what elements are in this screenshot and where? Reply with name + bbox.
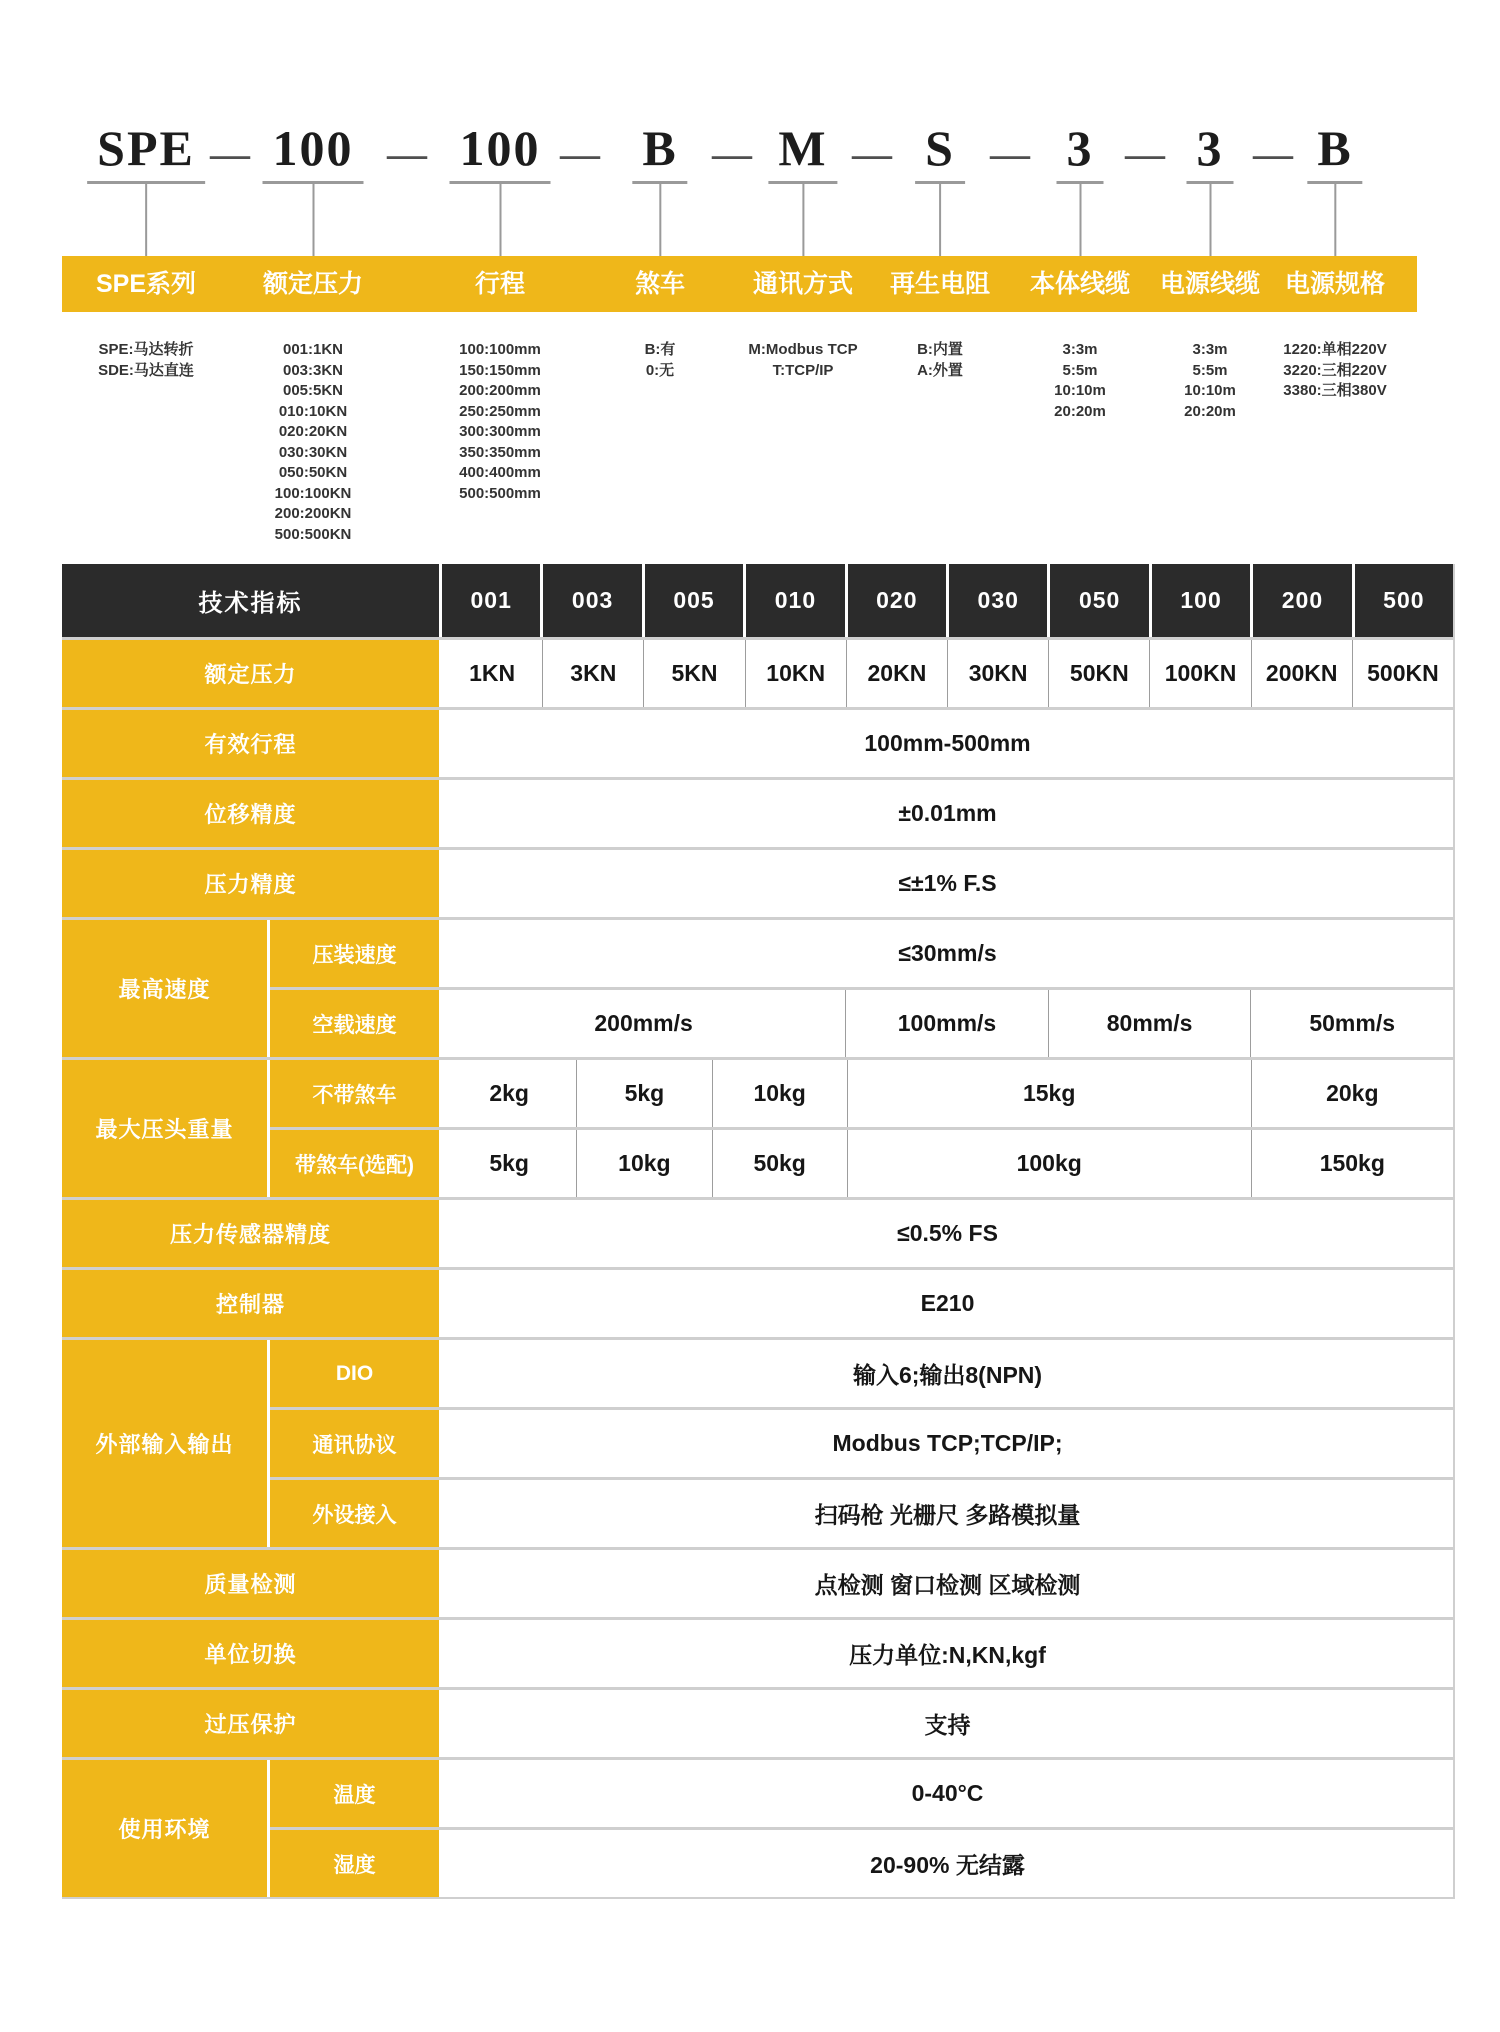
row-value: ≤0.5% FS bbox=[442, 1200, 1453, 1267]
options-power-spec bbox=[1283, 340, 1386, 402]
header-label: 技术指标 bbox=[62, 564, 439, 637]
list-item: 10KN bbox=[745, 640, 846, 707]
row-values bbox=[442, 640, 1453, 707]
list-item: 030 bbox=[949, 564, 1047, 637]
row-no-load-speed bbox=[270, 990, 1453, 1057]
list-item: 200:200mm bbox=[459, 382, 541, 399]
row-value: 50kg bbox=[712, 1130, 847, 1197]
list-item: 3KN bbox=[542, 640, 643, 707]
segment-code: B bbox=[632, 120, 687, 184]
model-segment-brake bbox=[632, 120, 687, 257]
list-item: 500:500KN bbox=[274, 525, 352, 543]
list-item: SPE:马达转折 bbox=[98, 341, 194, 358]
row-dio bbox=[270, 1340, 1453, 1407]
band-label-rated-force: 额定压力 bbox=[262, 270, 364, 298]
list-item: 200 bbox=[1253, 564, 1351, 637]
band-label-body-cable: 本体线缆 bbox=[1029, 270, 1131, 298]
segment-connector-line bbox=[1334, 184, 1336, 257]
row-overpressure bbox=[62, 1690, 1453, 1757]
options-body-cable bbox=[1054, 340, 1106, 422]
row-value: 5kg bbox=[442, 1130, 576, 1197]
list-item: 050 bbox=[1050, 564, 1148, 637]
code-separator: — bbox=[1125, 131, 1165, 176]
sub-row-label: DIO bbox=[270, 1340, 439, 1407]
sub-row-label: 压装速度 bbox=[270, 920, 439, 987]
segment-connector-line bbox=[939, 184, 941, 257]
sub-row-label: 外设接入 bbox=[270, 1480, 439, 1547]
options-comm bbox=[748, 340, 857, 381]
options-stroke bbox=[459, 340, 541, 504]
group-max-head-weight bbox=[62, 1060, 1453, 1197]
list-item: 010 bbox=[746, 564, 844, 637]
list-item: 500:500mm bbox=[459, 484, 541, 502]
group-label: 最大压头重量 bbox=[62, 1060, 267, 1197]
row-controller bbox=[62, 1270, 1453, 1337]
group-label: 使用环境 bbox=[62, 1760, 267, 1897]
row-value: E210 bbox=[442, 1270, 1453, 1337]
row-value: ≤30mm/s bbox=[442, 920, 1453, 987]
band-label-resistor: 再生电阻 bbox=[889, 270, 991, 298]
list-item: 20KN bbox=[846, 640, 947, 707]
row-sensor-accuracy bbox=[62, 1200, 1453, 1267]
segment-code: 3 bbox=[1057, 120, 1104, 184]
row-value: 5kg bbox=[576, 1060, 711, 1127]
list-item: 0:无 bbox=[645, 361, 675, 379]
code-separator: — bbox=[990, 131, 1030, 176]
row-label: 额定压力 bbox=[62, 640, 439, 707]
row-value: 0-40°C bbox=[442, 1760, 1453, 1827]
row-label: 压力精度 bbox=[62, 850, 439, 917]
row-value: 压力单位:N,KN,kgf bbox=[442, 1620, 1453, 1687]
code-separator: — bbox=[1253, 131, 1293, 176]
code-separator: — bbox=[852, 131, 892, 176]
list-item: M:Modbus TCP bbox=[748, 341, 858, 358]
segment-connector-line bbox=[145, 184, 147, 257]
list-item: 020 bbox=[848, 564, 946, 637]
row-value: 150kg bbox=[1251, 1130, 1453, 1197]
list-item: 300:300mm bbox=[459, 423, 541, 440]
segment-connector-line bbox=[659, 184, 661, 257]
list-item: B:有 bbox=[644, 341, 676, 358]
list-item: 030:30KN bbox=[278, 443, 348, 461]
list-item: 1KN bbox=[442, 640, 542, 707]
list-item: 100 bbox=[1152, 564, 1250, 637]
segment-connector-line bbox=[499, 184, 501, 257]
list-item: A:外置 bbox=[917, 361, 963, 379]
band-label-power-spec: 电源规格 bbox=[1284, 270, 1386, 298]
sub-row-label: 不带煞车 bbox=[270, 1060, 439, 1127]
row-press-speed bbox=[270, 920, 1453, 987]
list-item: 30KN bbox=[947, 640, 1048, 707]
list-item: 3:3m bbox=[1192, 341, 1228, 358]
list-item: 3380:三相380V bbox=[1283, 382, 1387, 399]
list-item: 350:350mm bbox=[459, 443, 541, 461]
list-item: 003 bbox=[543, 564, 641, 637]
list-item: 010:10KN bbox=[278, 402, 348, 420]
list-item: 500KN bbox=[1352, 640, 1453, 707]
row-label: 过压保护 bbox=[62, 1690, 439, 1757]
group-max-speed bbox=[62, 920, 1453, 1057]
list-item: 500 bbox=[1355, 564, 1453, 637]
list-item: 020:20KN bbox=[278, 423, 348, 440]
model-segment-resistor bbox=[915, 120, 965, 257]
row-value: 10kg bbox=[576, 1130, 711, 1197]
list-item: 050:50KN bbox=[278, 464, 348, 481]
options-rated-force bbox=[275, 340, 352, 545]
list-item: 100KN bbox=[1149, 640, 1250, 707]
model-segment-stroke bbox=[450, 120, 551, 257]
sub-row-label: 空载速度 bbox=[270, 990, 439, 1057]
band-label-comm: 通讯方式 bbox=[752, 270, 854, 298]
row-peripherals bbox=[270, 1480, 1453, 1547]
row-without-brake bbox=[270, 1060, 1453, 1127]
segment-connector-line bbox=[802, 184, 804, 257]
list-item: 003:3KN bbox=[282, 361, 344, 379]
list-item: 5:5m bbox=[1192, 361, 1228, 379]
code-separator: — bbox=[210, 131, 250, 176]
row-value: 2kg bbox=[442, 1060, 576, 1127]
segment-connector-line bbox=[1079, 184, 1081, 257]
row-temperature bbox=[270, 1760, 1453, 1827]
row-value: 20-90% 无结露 bbox=[442, 1830, 1453, 1897]
row-value: 100kg bbox=[847, 1130, 1251, 1197]
segment-code: 100 bbox=[263, 120, 364, 184]
row-label: 控制器 bbox=[62, 1270, 439, 1337]
list-item: 001:1KN bbox=[282, 341, 344, 358]
row-stroke bbox=[62, 710, 1453, 777]
list-item: 5KN bbox=[643, 640, 744, 707]
options-series bbox=[98, 340, 194, 381]
row-value: 80mm/s bbox=[1048, 990, 1251, 1057]
segment-code: S bbox=[915, 120, 965, 184]
row-label: 有效行程 bbox=[62, 710, 439, 777]
list-item: 100:100KN bbox=[274, 484, 352, 502]
list-item: T:TCP/IP bbox=[772, 361, 834, 379]
band-label-stroke: 行程 bbox=[474, 270, 526, 298]
list-item: B:内置 bbox=[917, 341, 963, 358]
row-value: 点检测 窗口检测 区域检测 bbox=[442, 1550, 1453, 1617]
list-item: 3:3m bbox=[1062, 341, 1098, 358]
list-item: 400:400mm bbox=[459, 464, 541, 481]
row-value: 200mm/s bbox=[442, 990, 845, 1057]
options-resistor bbox=[917, 340, 963, 381]
segment-code: 3 bbox=[1187, 120, 1234, 184]
model-segment-body-cable bbox=[1057, 120, 1104, 257]
list-item: 10:10m bbox=[1184, 382, 1236, 399]
list-item: 150:150mm bbox=[459, 361, 541, 379]
list-item: 3220:三相220V bbox=[1283, 361, 1387, 379]
band-label-power-cable: 电源线缆 bbox=[1159, 270, 1261, 298]
row-label: 位移精度 bbox=[62, 780, 439, 847]
segment-code: B bbox=[1307, 120, 1362, 184]
code-separator: — bbox=[387, 131, 427, 176]
segment-code: M bbox=[768, 120, 837, 184]
model-segment-power-spec bbox=[1307, 120, 1362, 257]
model-segment-comm bbox=[768, 120, 837, 257]
row-value: 15kg bbox=[847, 1060, 1251, 1127]
group-label: 外部输入输出 bbox=[62, 1340, 267, 1547]
row-value: 输入6;输出8(NPN) bbox=[442, 1340, 1453, 1407]
list-item: 50KN bbox=[1048, 640, 1149, 707]
row-value: 50mm/s bbox=[1250, 990, 1453, 1057]
row-value: 100mm-500mm bbox=[442, 710, 1453, 777]
row-value: ±0.01mm bbox=[442, 780, 1453, 847]
row-humidity bbox=[270, 1830, 1453, 1897]
code-separator: — bbox=[560, 131, 600, 176]
band-label-brake: 煞车 bbox=[634, 270, 686, 298]
list-item: 5:5m bbox=[1062, 361, 1098, 379]
list-item: 200KN bbox=[1251, 640, 1352, 707]
segment-code: SPE bbox=[87, 120, 205, 184]
row-displacement-accuracy bbox=[62, 780, 1453, 847]
group-label: 最高速度 bbox=[62, 920, 267, 1057]
row-value: 支持 bbox=[442, 1690, 1453, 1757]
list-item: 20:20m bbox=[1054, 402, 1106, 420]
row-unit-switch bbox=[62, 1620, 1453, 1687]
list-item: 100:100mm bbox=[459, 341, 541, 358]
row-rated-force bbox=[62, 640, 1453, 707]
model-segment-power-cable bbox=[1187, 120, 1234, 257]
options-power-cable bbox=[1184, 340, 1236, 422]
group-external-io bbox=[62, 1340, 1453, 1547]
row-force-accuracy bbox=[62, 850, 1453, 917]
row-label: 质量检测 bbox=[62, 1550, 439, 1617]
list-item: 001 bbox=[442, 564, 540, 637]
sub-row-label: 湿度 bbox=[270, 1830, 439, 1897]
row-with-brake bbox=[270, 1130, 1453, 1197]
row-value: 100mm/s bbox=[845, 990, 1048, 1057]
list-item: 10:10m bbox=[1054, 382, 1106, 399]
list-item: 200:200KN bbox=[274, 505, 352, 522]
header-columns bbox=[442, 564, 1453, 637]
list-item: SDE:马达直连 bbox=[98, 361, 194, 379]
row-quality-check bbox=[62, 1550, 1453, 1617]
row-value: 20kg bbox=[1251, 1060, 1453, 1127]
sub-row-label: 通讯协议 bbox=[270, 1410, 439, 1477]
row-value: ≤±1% F.S bbox=[442, 850, 1453, 917]
segment-connector-line bbox=[312, 184, 314, 257]
code-separator: — bbox=[712, 131, 752, 176]
band-label-series: SPE系列 bbox=[95, 270, 197, 298]
list-item: 250:250mm bbox=[459, 402, 541, 420]
group-environment bbox=[62, 1760, 1453, 1897]
sub-row-label: 温度 bbox=[270, 1760, 439, 1827]
model-segment-rated-force bbox=[263, 120, 364, 257]
options-brake bbox=[645, 340, 676, 381]
row-value: Modbus TCP;TCP/IP; bbox=[442, 1410, 1453, 1477]
list-item: 005:5KN bbox=[282, 382, 344, 399]
row-label: 单位切换 bbox=[62, 1620, 439, 1687]
sub-row-label: 带煞车(选配) bbox=[270, 1130, 439, 1197]
series-band bbox=[62, 256, 1417, 312]
segment-connector-line bbox=[1209, 184, 1211, 257]
list-item: 1220:单相220V bbox=[1283, 341, 1387, 358]
spec-table-header bbox=[62, 564, 1453, 637]
spec-table bbox=[62, 564, 1455, 1899]
row-value: 扫码枪 光栅尺 多路模拟量 bbox=[442, 1480, 1453, 1547]
model-segment-series bbox=[87, 120, 205, 257]
list-item: 005 bbox=[645, 564, 743, 637]
row-label: 压力传感器精度 bbox=[62, 1200, 439, 1267]
row-value: 10kg bbox=[712, 1060, 847, 1127]
row-protocol bbox=[270, 1410, 1453, 1477]
list-item: 20:20m bbox=[1184, 402, 1236, 420]
segment-code: 100 bbox=[450, 120, 551, 184]
